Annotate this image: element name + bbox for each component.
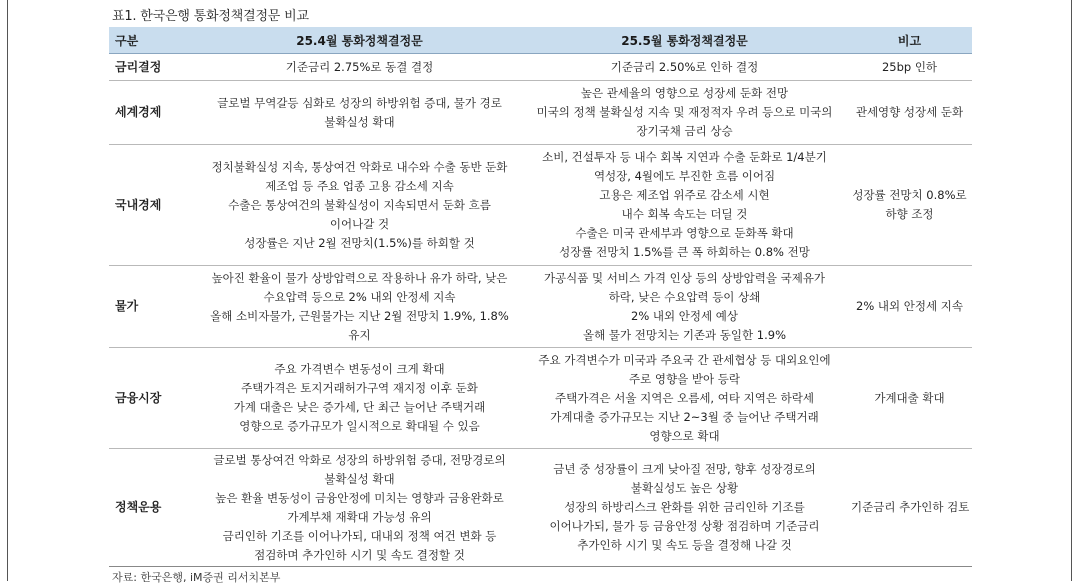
remark-cell xyxy=(847,449,972,567)
cell-line: 금년 중 성장률이 크게 낮아질 전망, 향후 성장경로의 xyxy=(553,462,816,476)
may-cell xyxy=(522,266,847,348)
may-cell xyxy=(522,449,847,567)
cell-line: 수출은 통상여건의 불확실성이 지속되면서 둔화 흐름 xyxy=(228,197,491,212)
table-row xyxy=(109,54,972,81)
row-label: 물가 xyxy=(109,266,197,348)
may-cell xyxy=(522,348,847,449)
header-remarks: 비고 xyxy=(847,27,972,54)
remark-cell xyxy=(847,81,972,145)
april-cell xyxy=(197,266,522,348)
cell-line: 미국의 정책 불확실성 지속 및 재정적자 우려 등으로 미국의 xyxy=(536,105,833,119)
policy-comparison-table xyxy=(109,27,972,567)
row-label: 세계경제 xyxy=(109,81,197,145)
cell-line: 이어나갈 것 xyxy=(329,216,390,231)
cell-line: 정치불확실성 지속, 통상여건 악화로 내수와 수출 동반 둔화 xyxy=(211,159,508,174)
header-category: 구분 xyxy=(109,27,197,54)
cell-line: 가계부채 재확대 가능성 유의 xyxy=(287,509,432,524)
cell-line: 올해 물가 전망치는 기존과 동일한 1.9% xyxy=(582,327,787,342)
remark-cell xyxy=(847,145,972,266)
april-cell xyxy=(197,54,522,81)
april-cell xyxy=(197,348,522,449)
cell-line: 성장률 전망치 0.8%로 xyxy=(852,188,967,202)
table-header-row xyxy=(109,27,972,54)
cell-line: 가계 대출은 낮은 증가세, 단 최근 늘어난 주택거래 xyxy=(233,400,486,414)
cell-line: 수요압력 등으로 2% 내외 안정세 지속 xyxy=(263,289,456,304)
cell-line: 고용은 제조업 위주로 감소세 시현 xyxy=(599,188,770,202)
header-april-statement: 25.4월 통화정책결정문 xyxy=(197,27,522,54)
cell-line: 글로벌 무역갈등 심화로 성장의 하방위험 증대, 물가 경로 xyxy=(217,95,502,110)
may-cell xyxy=(522,81,847,145)
cell-line: 2% 내외 안정세 예상 xyxy=(631,308,738,323)
cell-line: 장기국채 금리 상승 xyxy=(636,124,733,138)
remark-cell xyxy=(847,54,972,81)
row-label: 금리결정 xyxy=(109,54,197,81)
cell-line: 글로벌 통상여건 악화로 성장의 하방위험 증대, 전망경로의 xyxy=(213,452,506,467)
cell-line: 관세영향 성장세 둔화 xyxy=(855,105,964,119)
cell-line: 25bp 인하 xyxy=(881,59,938,74)
may-cell xyxy=(522,145,847,266)
cell-line: 주택가격은 토지거래허가구역 재지정 이후 둔화 xyxy=(241,381,478,395)
cell-line: 유지 xyxy=(348,327,371,342)
cell-line: 기준금리 추가인하 검토 xyxy=(851,500,970,514)
cell-line: 성장률 전망치 1.5%를 큰 폭 하회하는 0.8% 전망 xyxy=(559,245,810,259)
cell-line: 소비, 건설투자 등 내수 회복 지연과 수출 둔화로 1/4분기 xyxy=(542,150,827,164)
cell-line: 기준금리 2.50%로 인하 결정 xyxy=(610,59,759,74)
cell-line: 가계대출 증가규모는 지난 2~3월 중 늘어난 주택거래 xyxy=(550,409,819,424)
row-label: 금융시장 xyxy=(109,348,197,449)
cell-line: 수출은 미국 관세부과 영향으로 둔화폭 확대 xyxy=(575,226,794,240)
remark-cell xyxy=(847,348,972,449)
cell-line: 주요 가격변수가 미국과 주요국 간 관세협상 등 대외요인에 xyxy=(538,352,831,367)
april-cell xyxy=(197,449,522,567)
cell-line: 2% 내외 안정세 지속 xyxy=(856,299,963,313)
row-label: 정책운용 xyxy=(109,449,197,567)
cell-line: 내수 회복 속도는 더딜 것 xyxy=(621,207,748,221)
cell-line: 추가인하 시기 및 속도 등을 결정해 나갈 것 xyxy=(577,538,792,552)
table-row xyxy=(109,266,972,348)
cell-line: 가계대출 확대 xyxy=(874,390,945,405)
table-row xyxy=(109,145,972,266)
cell-line: 기준금리 2.75%로 동결 결정 xyxy=(285,59,434,74)
cell-line: 높아진 환율이 물가 상방압력으로 작용하나 유가 하락, 낮은 xyxy=(211,270,508,285)
cell-line: 불확실성 확대 xyxy=(324,114,395,129)
cell-line: 하락, 낮은 수요압력 등이 상쇄 xyxy=(608,289,761,304)
page-left-border xyxy=(7,0,8,581)
row-label: 국내경제 xyxy=(109,145,197,266)
may-cell xyxy=(522,54,847,81)
april-cell xyxy=(197,145,522,266)
cell-line: 제조업 등 주요 업종 고용 감소세 지속 xyxy=(265,178,454,193)
cell-line: 주택가격은 서울 지역은 오름세, 여타 지역은 하락세 xyxy=(555,390,814,405)
table-row xyxy=(109,449,972,567)
cell-line: 영향으로 확대 xyxy=(649,428,720,443)
cell-line: 금리인하 기조를 이어나가되, 대내외 정책 여건 변화 등 xyxy=(222,528,497,543)
source-note: 자료: 한국은행, iM증권 리서치본부 xyxy=(112,571,281,584)
cell-line: 높은 환율 변동성이 금융안정에 미치는 영향과 금융완화로 xyxy=(215,490,504,505)
cell-line: 이어나가되, 물가 등 금융안정 상황 점검하며 기준금리 xyxy=(549,519,820,533)
table-row xyxy=(109,81,972,145)
cell-line: 불확실성도 높은 상황 xyxy=(630,481,739,495)
remark-cell xyxy=(847,266,972,348)
cell-line: 불확실성 확대 xyxy=(324,471,395,486)
cell-line: 올해 소비자물가, 근원물가는 지난 2월 전망치 1.9%, 1.8% xyxy=(210,308,509,323)
header-may-statement: 25.5월 통화정책결정문 xyxy=(522,27,847,54)
cell-line: 역성장, 4월에도 부진한 흐름 이어짐 xyxy=(593,169,776,183)
cell-line: 높은 관세율의 영향으로 성장세 둔화 전망 xyxy=(580,86,789,100)
cell-line: 주요 가격변수 변동성이 크게 확대 xyxy=(274,362,445,376)
cell-line: 점검하며 추가인하 시기 및 속도 결정할 것 xyxy=(254,547,465,562)
cell-line: 영향으로 증가규모가 일시적으로 확대될 수 있음 xyxy=(239,419,480,433)
cell-line: 주로 영향을 받아 등락 xyxy=(629,371,740,386)
cell-line: 하향 조정 xyxy=(885,207,934,221)
cell-line: 성장의 하방리스크 완화를 위한 금리인하 기조를 xyxy=(564,500,805,514)
page-right-border xyxy=(1071,0,1072,581)
april-cell xyxy=(197,81,522,145)
table-row xyxy=(109,348,972,449)
cell-line: 성장률은 지난 2월 전망치(1.5%)를 하회할 것 xyxy=(244,235,475,250)
table-caption: 표1. 한국은행 통화정책결정문 비교 xyxy=(112,9,309,24)
cell-line: 가공식품 및 서비스 가격 인상 등의 상방압력을 국제유가 xyxy=(543,270,826,285)
